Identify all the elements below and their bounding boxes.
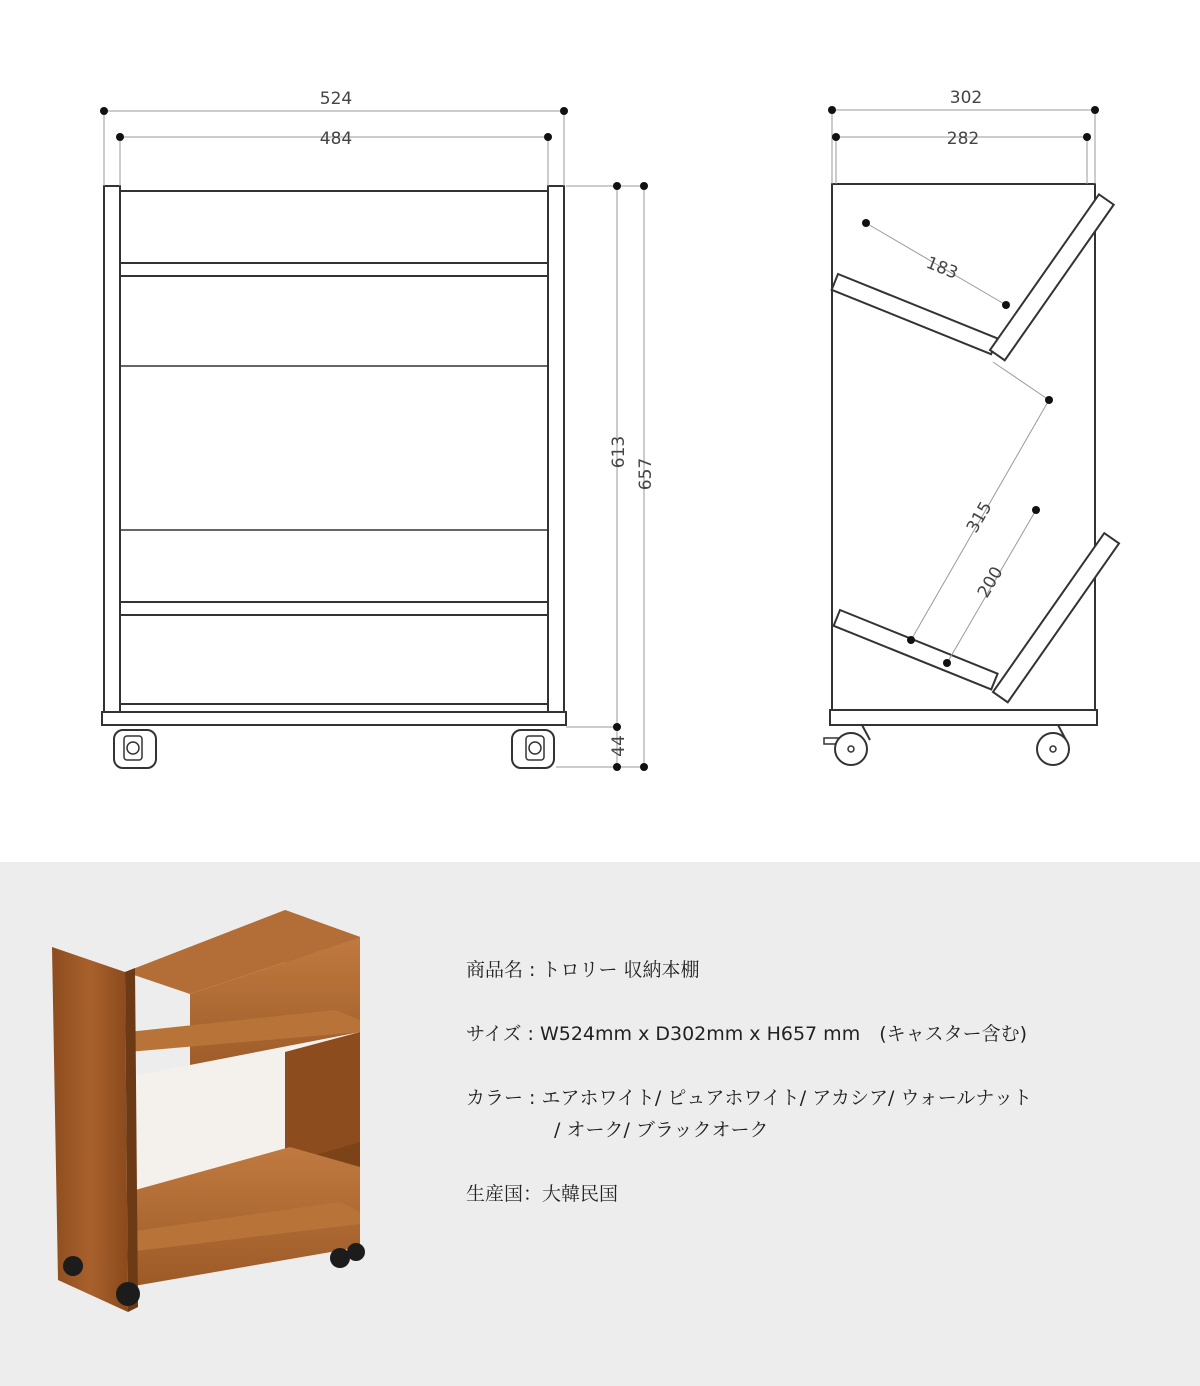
product-info-panel <box>0 862 1200 1386</box>
side-left-caster <box>824 725 870 765</box>
product-photo <box>40 902 380 1312</box>
product-size: サイズ : W524mm x D302mm x H657 mm (キャスター含む) <box>466 1023 1028 1045</box>
product-colors-continued: / オーク/ ブラックオーク <box>554 1119 769 1141</box>
dim-upper-shelf-label: 183 <box>923 253 961 284</box>
lower-shelf-back-board <box>834 610 998 689</box>
lower-shelf-front-board <box>993 533 1119 702</box>
dim-inner-depth-label: 282 <box>946 129 980 149</box>
product-colors: カラー : エアホワイト/ ピュアホワイト/ アカシア/ ウォールナット <box>466 1087 1032 1109</box>
side-dimension-dots <box>828 106 1099 667</box>
side-right-caster <box>1037 725 1069 765</box>
side-base-board <box>830 710 1097 725</box>
front-base-board <box>102 712 566 725</box>
dim-inner-width-label: 484 <box>319 129 353 149</box>
left-side-panel <box>104 186 120 712</box>
side-dimensions <box>832 110 1095 663</box>
front-dimension-dots <box>100 107 648 771</box>
dim-inner-height-label: 613 <box>609 435 629 469</box>
product-origin: 生産国：大韓民国 <box>466 1183 619 1205</box>
photo-left-side <box>52 947 128 1312</box>
front-view <box>102 186 566 768</box>
dim-outer-width-label: 524 <box>319 89 353 109</box>
front-right-caster <box>512 730 554 768</box>
front-left-caster <box>114 730 156 768</box>
side-view <box>824 184 1119 765</box>
product-name: 商品名 : トロリー 収納本棚 <box>466 959 700 981</box>
front-upper-rail <box>120 263 548 276</box>
dim-lower-shelf-label: 200 <box>973 563 1008 602</box>
dim-caster-height-label: 44 <box>609 735 629 757</box>
right-side-panel <box>548 186 564 712</box>
front-lower-rail <box>120 602 548 615</box>
dim-total-height-label: 657 <box>636 457 656 491</box>
dim-outer-depth-label: 302 <box>949 88 983 108</box>
upper-shelf-back-board <box>832 274 998 354</box>
dim-shelf-spacing-label: 315 <box>962 498 997 537</box>
